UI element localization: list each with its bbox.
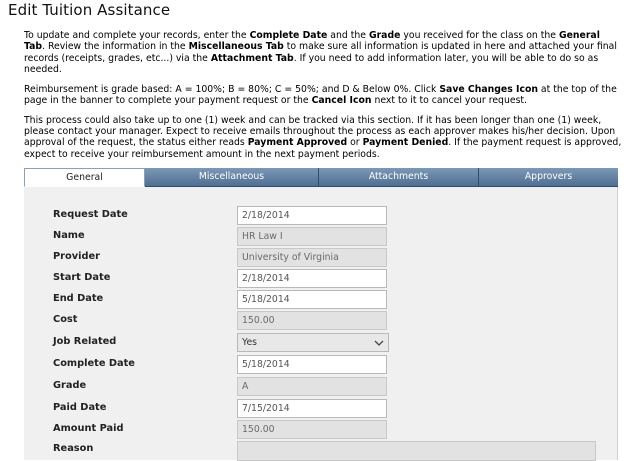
- page-title: Edit Tuition Assitance: [8, 1, 171, 19]
- row-job-related: [24, 332, 618, 353]
- request-date-field[interactable]: 2/18/2014: [237, 206, 387, 225]
- p2-run-4: next to it to cancel your request.: [371, 94, 528, 106]
- row-request-date: [24, 205, 618, 226]
- p2-run-0: Reimbursement is grade based: A = 100%; B = 80%; C = 50%; and D & Below 0%. Click: [24, 83, 440, 95]
- amount-paid-label: Amount Paid: [53, 423, 124, 434]
- p3-run-1: Payment Approved: [247, 137, 348, 149]
- cost-label: Cost: [53, 314, 78, 325]
- p1-run-4: you received for the class on the: [400, 30, 559, 41]
- p1-run-6: . Review the information in the: [42, 41, 189, 53]
- p1-run-9: Attachment Tab: [210, 52, 294, 64]
- job-related-label: Job Related: [53, 336, 117, 347]
- row-provider: [24, 247, 618, 268]
- reason-textarea[interactable]: [237, 441, 596, 461]
- complete-date-label: Complete Date: [53, 358, 135, 369]
- p1-run-0: To update and complete your records, enter the: [24, 30, 250, 41]
- p1-run-10: . If you need to add information later, you will be able to do so as needed.: [24, 52, 599, 75]
- paid-date-field[interactable]: 7/15/2014: [237, 399, 387, 418]
- row-end-date: [24, 289, 618, 310]
- p3-run-3: Payment Denied: [362, 137, 449, 149]
- p2-run-1: Save Changes Icon: [439, 83, 538, 95]
- row-paid-date: [24, 398, 618, 419]
- request-date-label: Request Date: [53, 209, 128, 220]
- complete-date-field[interactable]: 5/18/2014: [237, 355, 387, 374]
- instructions: [24, 30, 624, 168]
- p1-run-3: Grade: [368, 30, 401, 41]
- p1-run-8: to make sure all information is updated in here and attached your final records (receipts, grades, etc...) via the: [24, 41, 617, 64]
- row-grade: [24, 376, 618, 397]
- p1-run-2: and the: [327, 30, 369, 41]
- paid-date-label: Paid Date: [53, 402, 107, 413]
- provider-field: University of Virginia: [237, 248, 387, 267]
- row-cost: [24, 310, 618, 331]
- grade-field: A: [237, 377, 387, 396]
- p1-run-1: Complete Date: [249, 30, 328, 41]
- end-date-field[interactable]: 5/18/2014: [237, 290, 387, 309]
- name-field: HR Law I: [237, 227, 387, 246]
- p3-run-4: . If the payment request is approved, expect to receive your reimbursement amount in the next payment periods.: [24, 137, 622, 160]
- cost-field: 150.00: [237, 311, 387, 330]
- tab-attachments[interactable]: Attachments: [319, 168, 479, 186]
- end-date-label: End Date: [53, 293, 104, 304]
- row-amount-paid: [24, 419, 618, 440]
- tab-approvers[interactable]: Approvers: [479, 168, 618, 186]
- chevron-down-icon: [374, 338, 384, 348]
- tab-general[interactable]: General: [24, 168, 145, 187]
- reason-label: Reason: [53, 443, 94, 454]
- instructions-paragraph-3: [24, 115, 624, 160]
- start-date-field[interactable]: 2/18/2014: [237, 269, 387, 288]
- p1-run-5: General Tab: [24, 30, 600, 53]
- p3-run-2: or: [347, 137, 363, 149]
- row-name: [24, 226, 618, 247]
- p2-run-2: at the top of the page in the banner to complete your payment request or the: [24, 83, 617, 106]
- job-related-select[interactable]: [237, 333, 389, 352]
- instructions-paragraph-2: [24, 84, 624, 107]
- p2-run-3: Cancel Icon: [311, 94, 372, 106]
- job-related-value: Yes: [242, 337, 258, 348]
- tab-bar: [24, 168, 618, 187]
- general-form: [24, 187, 618, 460]
- p1-run-7: Miscellaneous Tab: [188, 41, 284, 53]
- row-start-date: [24, 268, 618, 289]
- provider-label: Provider: [53, 251, 100, 262]
- instructions-paragraph-1: [24, 30, 624, 75]
- tab-miscellaneous[interactable]: Miscellaneous: [145, 168, 319, 186]
- grade-label: Grade: [53, 380, 87, 391]
- name-label: Name: [53, 230, 85, 241]
- start-date-label: Start Date: [53, 272, 111, 283]
- row-complete-date: [24, 354, 618, 375]
- p3-run-0: This process could also take up to one (1) week and can be tracked via this section. If it has been longer than one (1) week, please contact your manager. Expect to receive emails throughout the process as each approver makes his/her decision. Upon approval of the request, the status either reads: [24, 114, 616, 149]
- amount-paid-field: 150.00: [237, 420, 387, 439]
